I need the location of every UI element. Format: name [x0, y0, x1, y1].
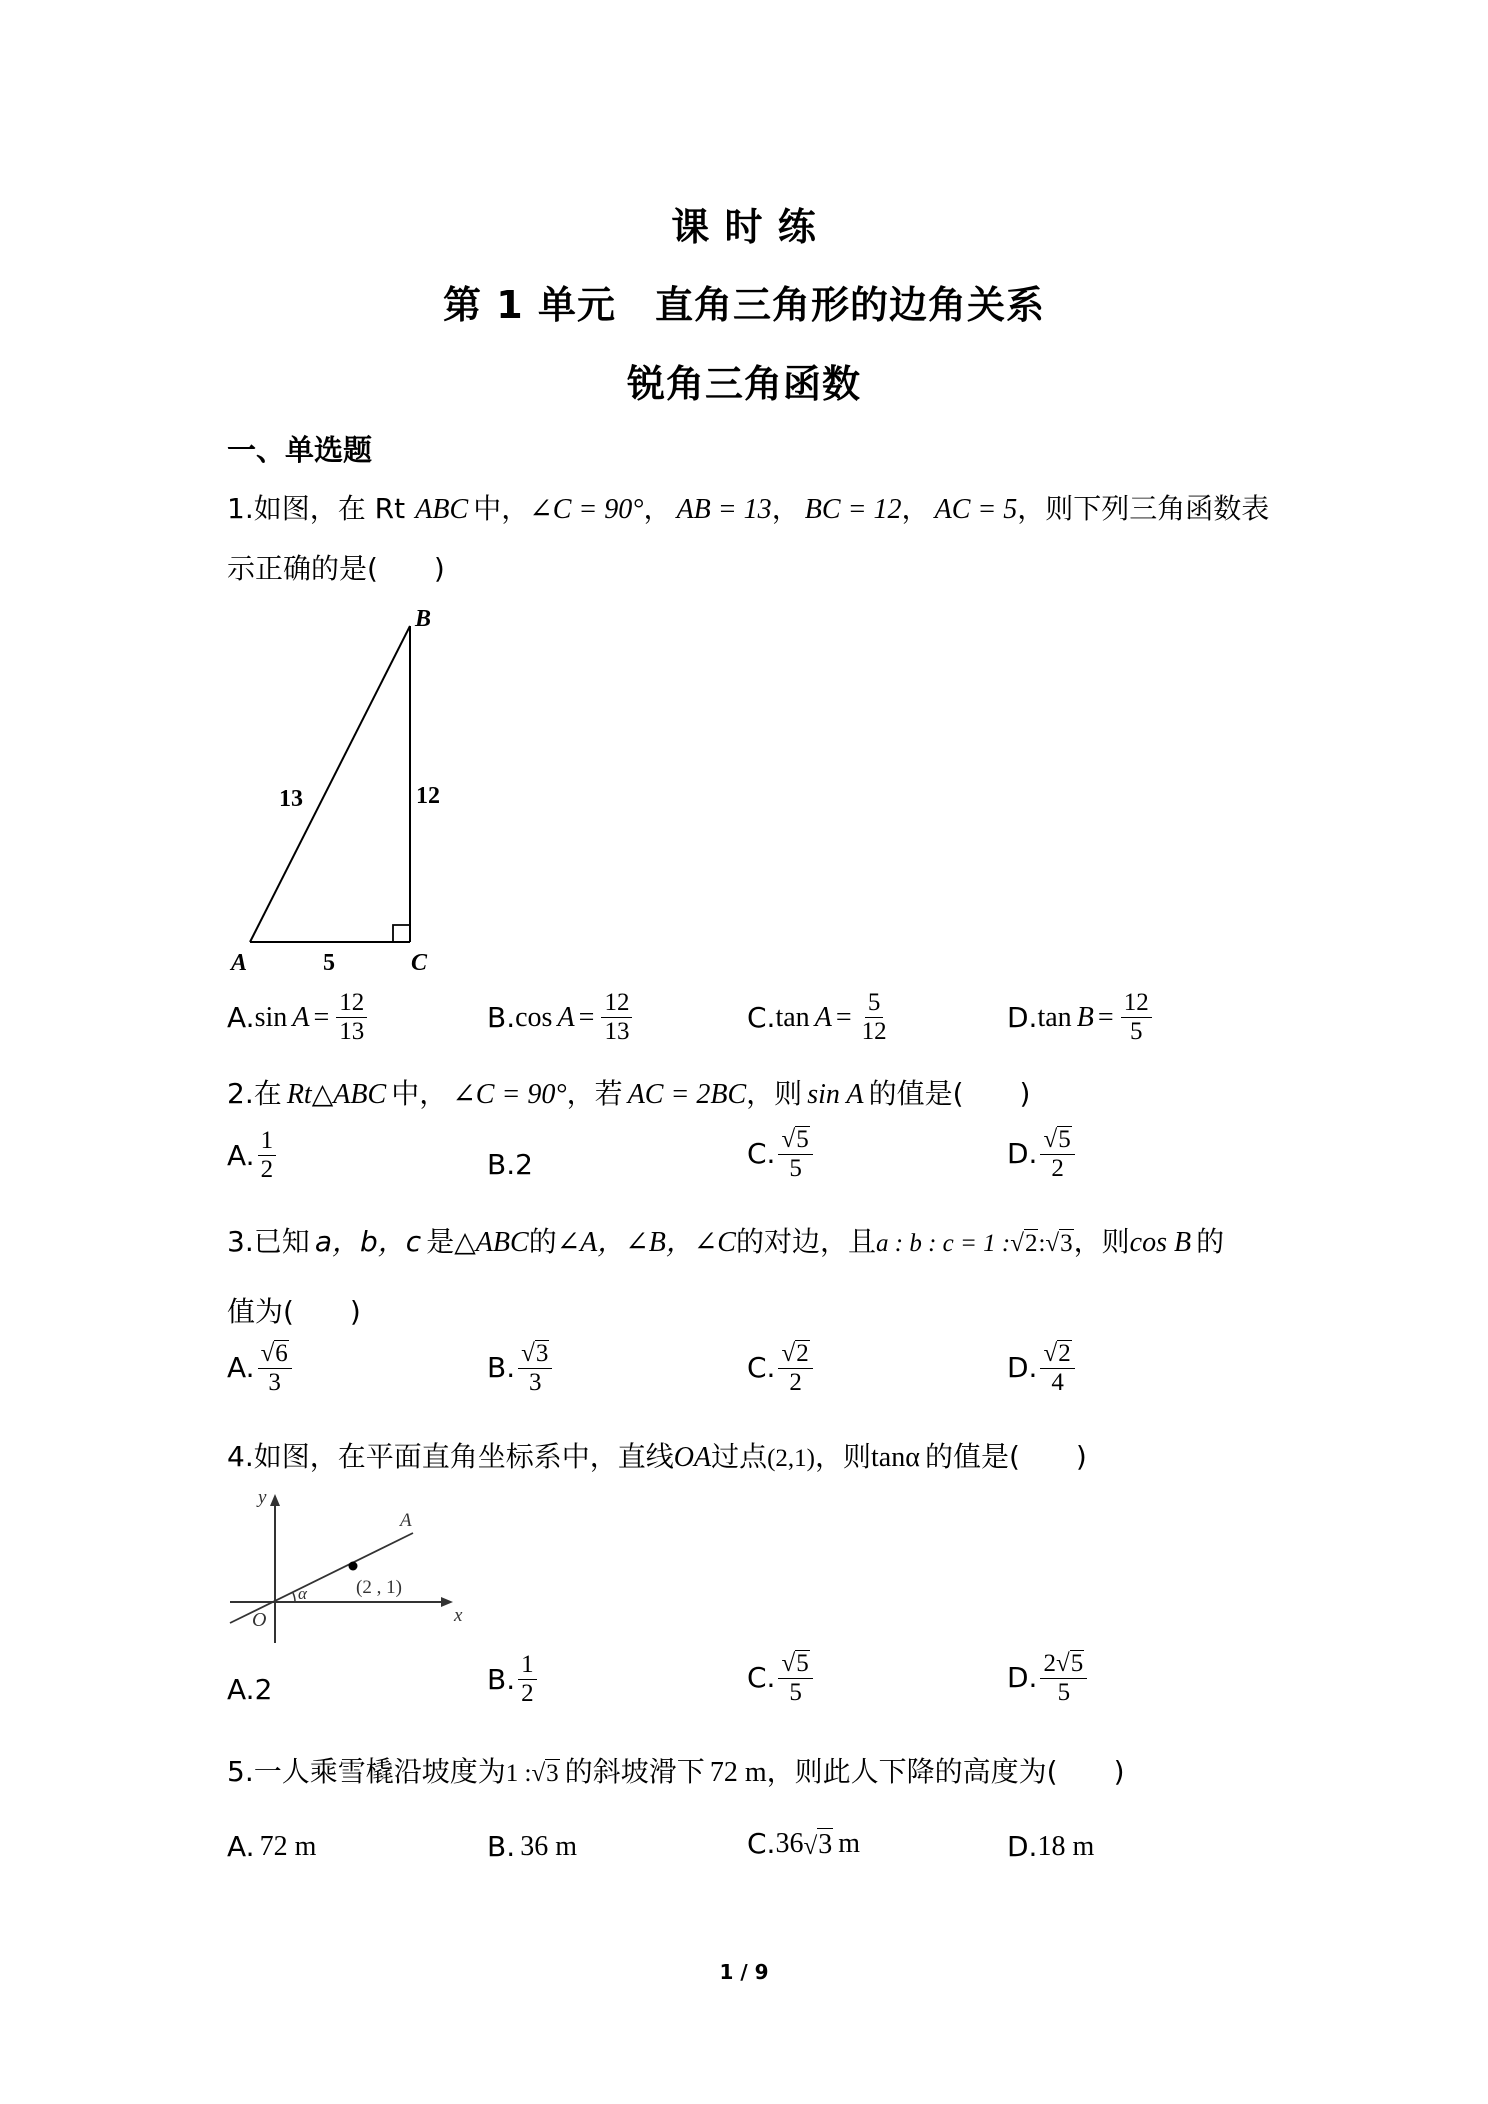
fraction: √ 2 2: [778, 1338, 812, 1397]
question-number: 5.: [227, 1755, 254, 1788]
option-label: C.: [747, 1350, 776, 1384]
right-triangle-figure: [225, 596, 465, 976]
square-root: √ 2: [1010, 1230, 1038, 1257]
option-label: C.: [747, 1136, 776, 1170]
question-1-line-2: 示正确的是( ): [227, 552, 445, 585]
q4-option-a[interactable]: A. 2: [227, 1673, 273, 1706]
q4-option-b[interactable]: [487, 1652, 540, 1708]
q4-option-c[interactable]: [747, 1648, 816, 1707]
vertex-label-b: B: [415, 606, 432, 632]
square-root: √ 5: [781, 1650, 809, 1677]
question-3-line-2: 值为( ): [227, 1295, 361, 1328]
q2-option-b[interactable]: B. 2: [487, 1148, 533, 1181]
q4-option-d[interactable]: [1007, 1648, 1090, 1707]
question-5-text: 5.一人乘雪橇沿坡度为1 : √ 3 的斜坡滑下 72 m，则此人下降的高度为( ): [227, 1755, 1125, 1788]
fraction: √ 5 5: [778, 1124, 812, 1183]
q2-option-a[interactable]: [227, 1128, 279, 1184]
q3-option-d[interactable]: [1007, 1338, 1078, 1397]
question-2-text: 2.在 Rt△ABC 中， ∠C = 90°，若 AC = 2BC，则 sin A 的值是( ): [227, 1077, 1031, 1110]
fraction: $\frac{12}{13}$: [601, 990, 632, 1046]
fraction: √ 5 2: [1040, 1124, 1074, 1183]
option-label: B.: [487, 1350, 516, 1384]
origin-label: O: [252, 1609, 267, 1631]
fraction: √ 2 4: [1040, 1338, 1074, 1397]
q1-option-b[interactable]: B. cos A = $\frac{12}{13}$: [487, 990, 635, 1046]
square-root: √ 2: [1043, 1340, 1071, 1367]
option-label: C.: [747, 1827, 776, 1860]
square-root: √ 5: [1055, 1650, 1084, 1677]
right-angle-mark: [393, 925, 410, 942]
fraction: √ 3 3: [518, 1338, 552, 1397]
lesson-title: 锐角三角函数: [626, 362, 861, 406]
option-label: B.: [487, 1001, 516, 1035]
q1-option-a[interactable]: A. sin A = $\frac{12}{13}$: [227, 990, 370, 1046]
point-coordinate-label: (2 , 1): [356, 1577, 402, 1598]
page-title: 课 时 练: [671, 205, 817, 249]
triangle-side-ab: [250, 626, 410, 942]
option-label: B.: [487, 1830, 516, 1863]
angle-alpha-arc: [293, 1593, 295, 1602]
y-axis-arrow-icon: [270, 1494, 280, 1506]
option-label: D.: [1007, 1350, 1038, 1384]
option-label: A.: [227, 1001, 255, 1035]
square-root: √ 3: [803, 1829, 833, 1860]
fraction: $\frac{12}{5}$: [1121, 990, 1152, 1046]
option-label: A.: [227, 1830, 255, 1863]
vertex-label-a: A: [231, 950, 248, 976]
option-label: D.: [1007, 1001, 1038, 1035]
option-label: D.: [1007, 1830, 1038, 1863]
square-root: √ 6: [260, 1340, 288, 1367]
q3-option-c[interactable]: [747, 1338, 816, 1397]
fraction: $\frac{12}{13}$: [336, 990, 367, 1046]
y-axis-label: y: [258, 1487, 267, 1508]
unit-title: 第 1 单元 直角三角形的边角关系: [443, 283, 1045, 327]
fraction: $\frac{1}{2}$: [518, 1652, 537, 1708]
question-number: 2.: [227, 1077, 254, 1110]
q5-option-b[interactable]: B. 36 m: [487, 1830, 577, 1863]
question-1-line-1: 1.如图，在 Rt ABC 中，∠C = 90°， AB = 13， BC = 12， AC = 5，则下列三角函数表: [227, 492, 1270, 525]
square-root: √ 2: [781, 1340, 809, 1367]
option-label: A.: [227, 1350, 255, 1384]
fraction: $\frac{1}{2}$: [258, 1128, 277, 1184]
point-2-1: [349, 1562, 358, 1571]
coordinate-figure: [225, 1486, 475, 1646]
fraction: √ 5 5: [778, 1648, 812, 1707]
question-number: 3.: [227, 1225, 254, 1258]
question-4-text: 4.如图，在平面直角坐标系中，直线OA过点(2,1)，则tanα 的值是( ): [227, 1440, 1087, 1473]
square-root: √ 3: [531, 1760, 559, 1787]
square-root: √ 3: [1045, 1230, 1073, 1257]
option-label: B.: [487, 1148, 516, 1181]
option-label: B.: [487, 1663, 516, 1697]
square-root: √ 5: [1043, 1126, 1071, 1153]
square-root: √ 3: [521, 1340, 549, 1367]
point-a-label: A: [400, 1510, 412, 1531]
option-label: C.: [747, 1660, 776, 1694]
question-number: 1.: [227, 492, 254, 525]
section-heading: 一、单选题: [227, 433, 373, 467]
q2-option-d[interactable]: [1007, 1124, 1078, 1183]
q5-option-d[interactable]: D. 18 m: [1007, 1830, 1095, 1863]
fraction: $\frac{5}{12}$: [861, 989, 887, 1046]
q1-option-d[interactable]: D. tan B = $\frac{12}{5}$: [1007, 990, 1155, 1046]
side-label-hypotenuse: 13: [279, 786, 303, 812]
square-root: √ 5: [781, 1126, 809, 1153]
side-label-base: 5: [323, 950, 335, 976]
option-label: D.: [1007, 1136, 1038, 1170]
alpha-label: α: [298, 1584, 307, 1603]
option-label: A.: [227, 1673, 255, 1706]
option-label: A.: [227, 1139, 255, 1173]
q3-option-b[interactable]: [487, 1338, 555, 1397]
x-axis-arrow-icon: [441, 1597, 453, 1607]
q3-option-a[interactable]: [227, 1338, 295, 1397]
q2-option-c[interactable]: [747, 1124, 816, 1183]
question-3-line-1: 3.已知 a，b，c 是△ABC的∠A，∠B，∠C的对边，且a : b : c = 1 : √ 2 : √ 3 ，则cos B 的: [227, 1225, 1225, 1258]
q5-option-c[interactable]: C. 36 √ 3 m: [747, 1827, 861, 1860]
option-label: C.: [747, 1001, 776, 1035]
vertex-label-c: C: [411, 950, 428, 976]
fraction: √ 6 3: [258, 1338, 292, 1397]
side-label-vertical: 12: [416, 783, 440, 809]
x-axis-label: x: [454, 1605, 463, 1626]
fraction: 2 √ 5 5: [1040, 1648, 1087, 1707]
page-number: 1 / 9: [719, 1960, 769, 1984]
q1-option-c[interactable]: C. tan A = $\frac{5}{12}$: [747, 990, 893, 1046]
option-label: D.: [1007, 1660, 1038, 1694]
q5-option-a[interactable]: A. 72 m: [227, 1830, 317, 1863]
question-number: 4.: [227, 1440, 254, 1473]
